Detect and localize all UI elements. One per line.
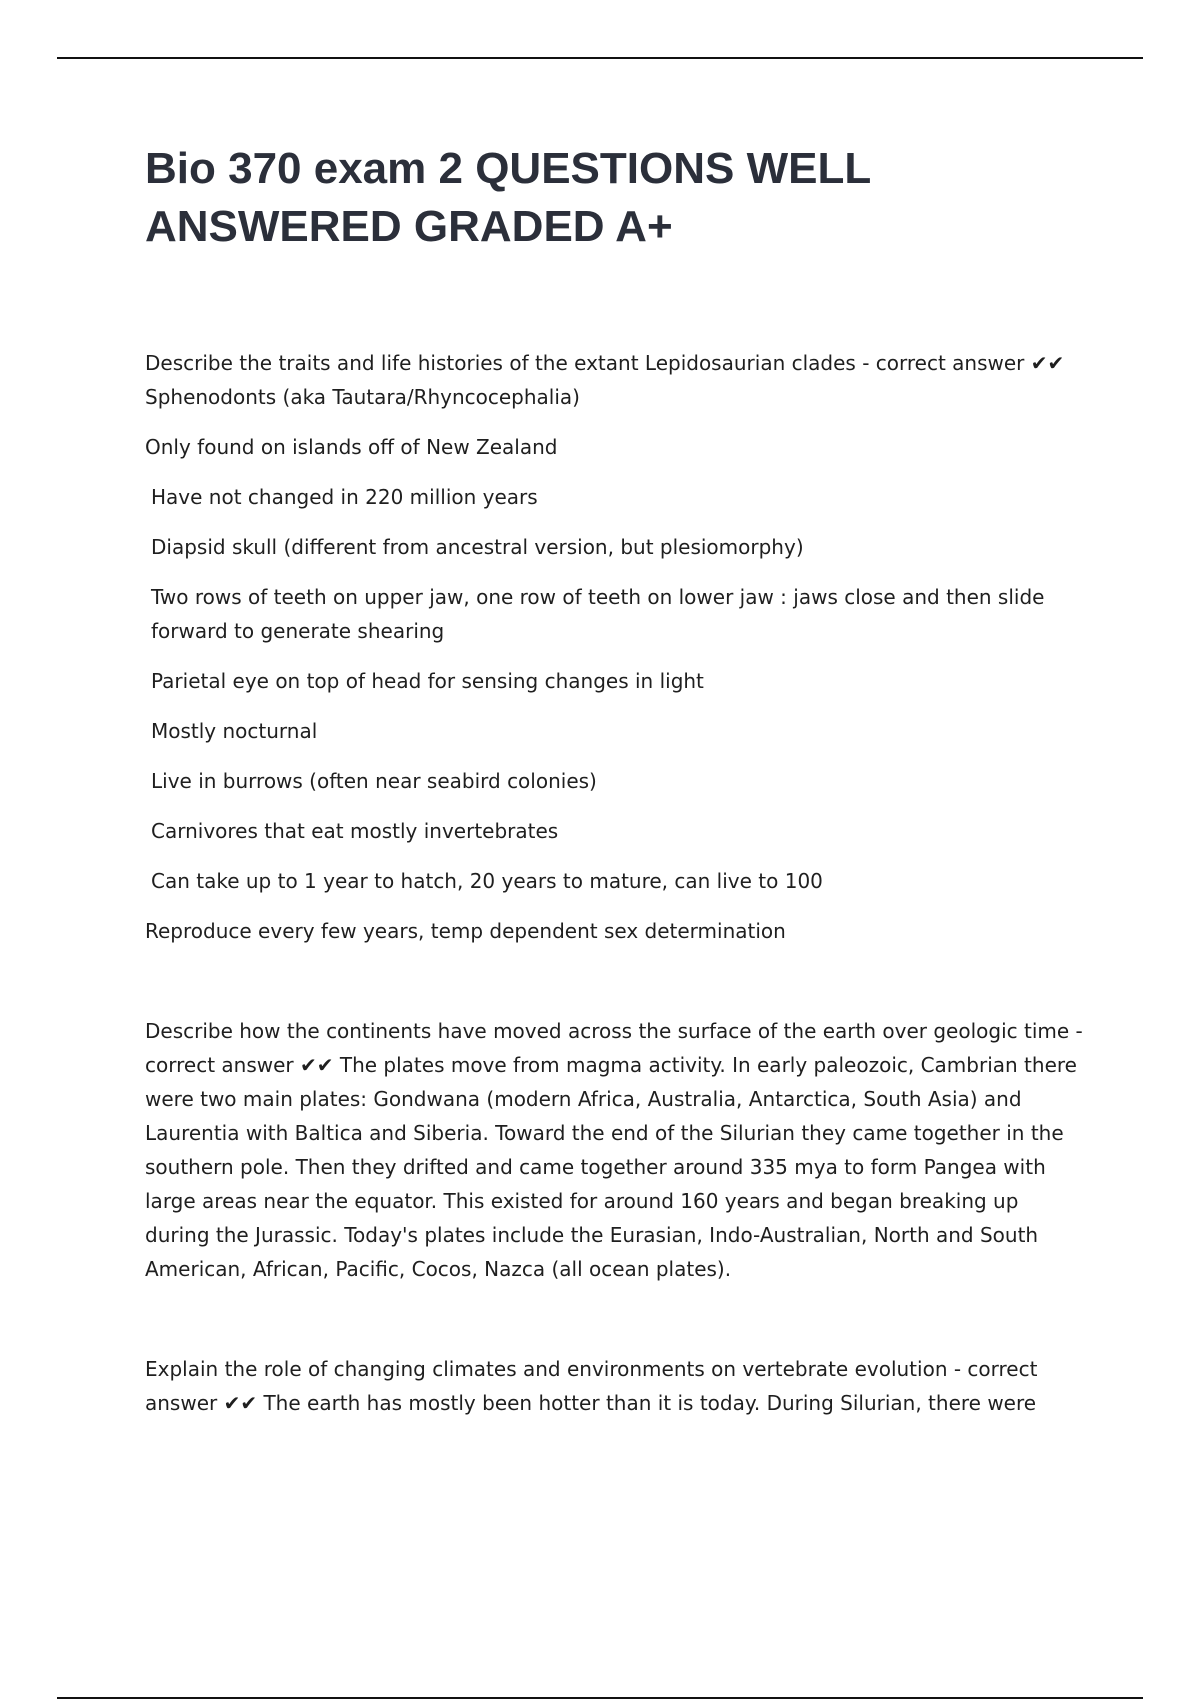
document-page [145,140,1085,1420]
qa-block-climates [145,1352,1085,1420]
answer-line: Have not changed in 220 million years [151,485,538,509]
answer-line: Only found on islands off of New Zealand [145,435,558,459]
answer-line: Parietal eye on top of head for sensing changes in light [151,669,704,693]
document-title: Bio 370 exam 2 QUESTIONS WELL ANSWERED GRADED A+ [145,144,871,251]
answer-line: Two rows of teeth on upper jaw, one row of teeth on lower jaw : jaws close and then slide forward to generate shearing [151,585,1045,643]
question-text: Describe the traits and life histories of the extant Lepidosaurian clades - correct answer ✔✔ Sphenodonts (aka Tautara/Rhyncocephalia) [145,351,1065,409]
qa-block-lepidosaurian [145,346,1085,948]
header-rule [57,57,1143,59]
answer-line: Diapsid skull (different from ancestral version, but plesiomorphy) [151,535,804,559]
answer-line: Live in burrows (often near seabird colonies) [151,769,597,793]
answer-line: Carnivores that eat mostly invertebrates [151,819,559,843]
footer-rule [57,1697,1143,1699]
question-text: Describe how the continents have moved across the surface of the earth over geologic time - correct answer ✔✔ The plates move from magma activity. In early paleozoic, Cambrian there were two main plates: Gondwana (modern Africa, Australia, Antarctica, South Asia) and Laurentia with Baltica and Siberia. Toward the end of the Silurian they came together in the southern pole. Then they drifted and came together around 335 mya to form Pangea with large areas near the equator. This existed for around 160 years and began breaking up during the Jurassic. Today's plates include the Eurasian, Indo-Australian, North and South American, African, Pacific, Cocos, Nazca (all ocean plates). [145,1019,1083,1281]
qa-block-continents [145,1014,1085,1286]
question-text: Explain the role of changing climates and environments on vertebrate evolution - correct answer ✔✔ The earth has mostly been hotter than it is today. During Silurian, there were [145,1357,1038,1415]
answer-line: Mostly nocturnal [151,719,318,743]
answer-line: Can take up to 1 year to hatch, 20 years to mature, can live to 100 [151,869,823,893]
answer-line: Reproduce every few years, temp dependent sex determination [145,919,786,943]
